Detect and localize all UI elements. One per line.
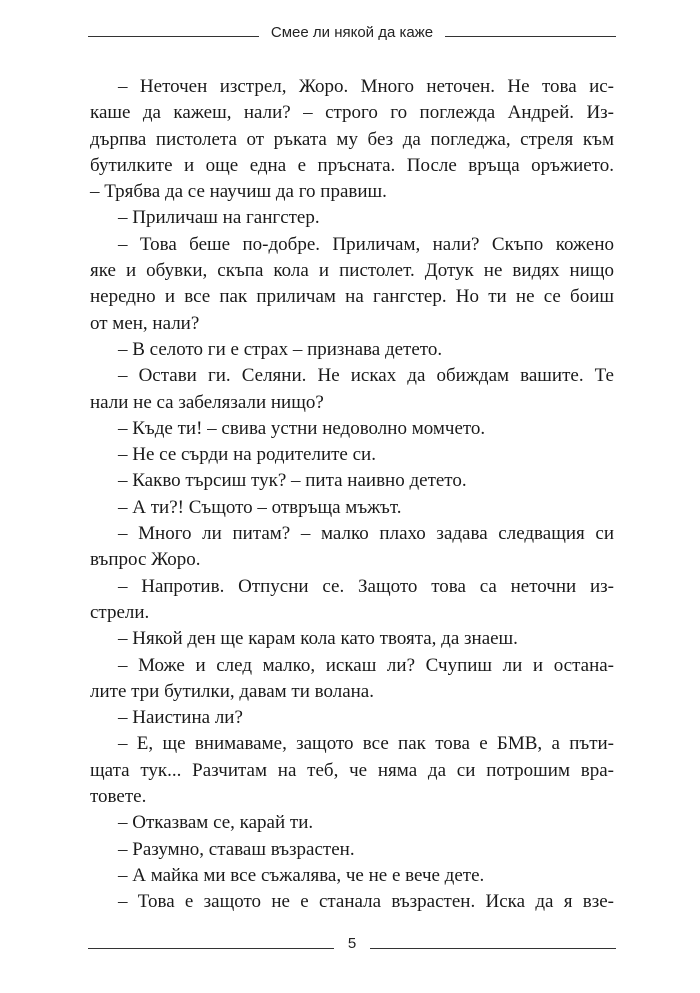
text-line: каше да кажеш, нали? – строго го поглежда Андрей. Из- xyxy=(90,102,614,124)
footer-rule-right xyxy=(370,948,616,949)
text-line: – Остави ги. Селяни. Не исках да обиждам вашите. Те xyxy=(118,365,614,387)
text-line: – А майка ми все съжалява, че не е вече дете. xyxy=(118,864,485,886)
header-rule-left xyxy=(88,36,259,37)
text-line: – Е, ще внимаваме, защото все пак това е БМВ, а пъти- xyxy=(118,733,614,755)
text-line: – Това е защото не е станала възрастен. Иска да я взе- xyxy=(118,891,614,913)
text-line: въпрос Жоро. xyxy=(90,549,201,571)
text-line: от мен, нали? xyxy=(90,312,200,334)
text-line: товете. xyxy=(90,786,147,808)
page-number: 5 xyxy=(347,934,357,952)
running-header xyxy=(88,22,616,42)
text-line: – Някой ден ще карам кола като твоята, да знаеш. xyxy=(118,628,518,650)
text-line: – Разумно, ставаш възрастен. xyxy=(118,838,355,860)
header-rule-right xyxy=(445,36,616,37)
text-line: – Наистина ли? xyxy=(118,707,243,729)
page-footer xyxy=(88,932,616,954)
text-line: – Много ли питам? – малко плахо задава следващия си xyxy=(118,523,614,545)
text-line: стрели. xyxy=(90,601,150,623)
text-line: – Отказвам се, карай ти. xyxy=(118,812,314,834)
text-line: – Трябва да се научиш да го правиш. xyxy=(90,181,387,203)
text-line: – Къде ти! – свива устни недоволно момчето. xyxy=(118,417,486,439)
text-line: – Приличаш на гангстер. xyxy=(118,207,320,229)
text-line: – Не се сърди на родителите си. xyxy=(118,444,376,466)
text-line: яке и обувки, скъпа кола и пистолет. Дотук не видях нищо xyxy=(90,260,614,282)
footer-rule-left xyxy=(88,948,334,949)
text-line: лите три бутилки, давам ти волана. xyxy=(90,680,374,702)
running-title: Смее ли някой да каже xyxy=(270,23,434,41)
text-line: – Неточен изстрел, Жоро. Много неточен. Не това ис- xyxy=(118,76,614,97)
text-line: нередно и все пак приличам на гангстер. Но ти не се боиш xyxy=(90,286,614,308)
text-line: – В селото ги е страх – признава детето. xyxy=(118,338,443,360)
text-line: – Какво търсиш тук? – пита наивно детето. xyxy=(118,470,467,492)
text-line: – А ти?! Същото – отвръща мъжът. xyxy=(118,496,402,518)
text-line: – Това беше по-добре. Приличам, нали? Скъпо кожено xyxy=(118,233,614,255)
text-line: щата тук... Разчитам на теб, че няма да си потрошим вра- xyxy=(90,759,614,781)
text-line: – Напротив. Отпусни се. Защото това са неточни из- xyxy=(118,575,614,597)
text-line: дърпва пистолета от ръката му без да погледжа, стреля към xyxy=(90,128,614,150)
text-line: – Може и след малко, искаш ли? Счупиш ли и остана- xyxy=(118,654,614,676)
text-line: нали не са забелязали нищо? xyxy=(90,391,324,413)
text-line: бутилките и още една е пръсната. После връща оръжието. xyxy=(90,154,614,176)
body-text xyxy=(90,74,614,916)
